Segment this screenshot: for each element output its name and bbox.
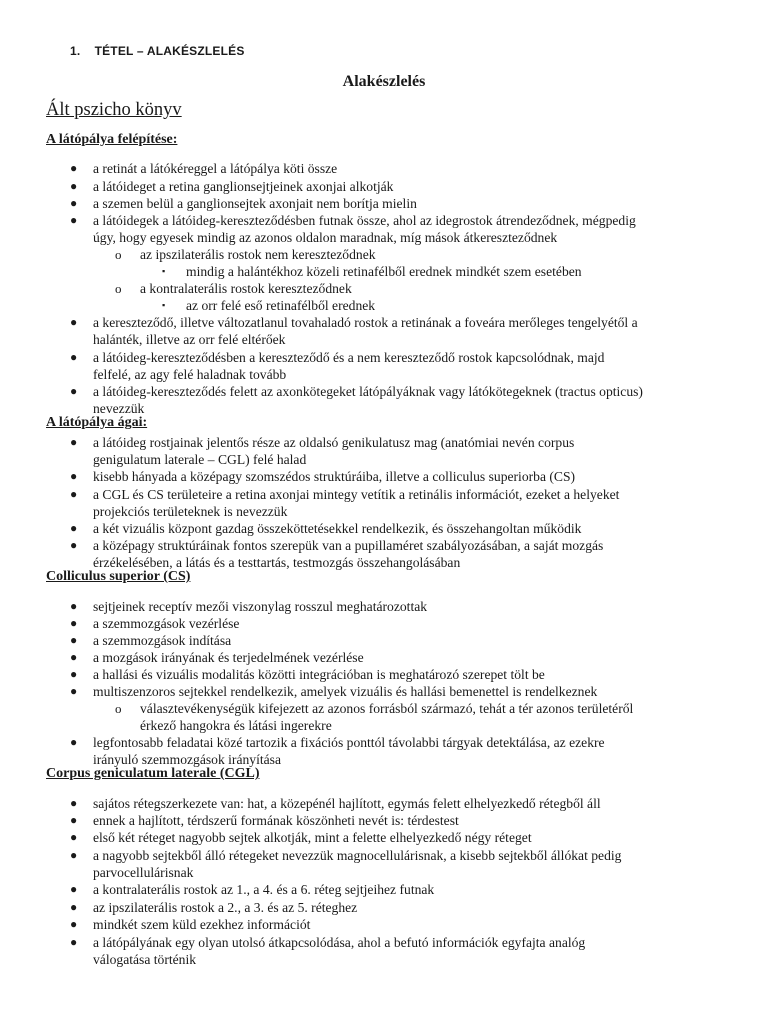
- bullet-glyph: ●: [70, 161, 78, 175]
- sub-sub-list-item: az orr felé eső retinafélből erednek: [186, 298, 376, 313]
- heading-latopalya-felepitese: A látópálya felépítése:: [46, 132, 178, 147]
- bullet-glyph: ●: [70, 384, 78, 398]
- bullet-glyph: ●: [70, 435, 78, 449]
- section-number-topic: TÉTEL – ALAKÉSZLELÉS: [94, 44, 245, 58]
- square-bullet-glyph: ▪: [162, 266, 166, 276]
- list-item: a nagyobb sejtekből álló rétegeket nevezzük magnocellulárisnak, a kisebb sejtekből állókat pedig: [93, 848, 622, 863]
- sub-bullet-glyph: o: [115, 281, 122, 296]
- bullet-glyph: ●: [70, 196, 78, 210]
- bullet-glyph: ●: [70, 796, 78, 810]
- heading-colliculus-superior: Colliculus superior (CS): [46, 569, 191, 584]
- list-item-continuation: parvocellulárisnak: [93, 865, 194, 880]
- bullet-glyph: ●: [70, 684, 78, 698]
- section-number-index: 1.: [70, 44, 81, 58]
- list-item-continuation: érzékelésében, a látás és a testtartás, testmozgás összehangolásában: [93, 555, 461, 570]
- list-item: a retinát a látókéreggel a látópálya köti össze: [93, 161, 338, 176]
- bullet-glyph: ●: [70, 735, 78, 749]
- list-item: a CGL és CS területeire a retina axonjai mintegy vetítik a retinális információt, ezeket a helyeket: [93, 487, 620, 502]
- list-item: legfontosabb feladatai közé tartozik a fixációs ponttól távolabbi tárgyak detektálása, az ezekre: [93, 735, 605, 750]
- list-item: a kontralaterális rostok az 1., a 4. és a 6. réteg sejtjeihez futnak: [93, 882, 435, 897]
- list-item: a szemmozgások vezérlése: [93, 616, 240, 631]
- bullet-glyph: ●: [70, 667, 78, 681]
- sub-bullet-glyph: o: [115, 701, 122, 716]
- list-item-continuation: felfelé, az agy felé haladnak tovább: [93, 367, 287, 382]
- list-item: a kereszteződő, illetve változatlanul tovahaladó rostok a retinának a foveára merőleges tengelyétől a: [93, 315, 638, 330]
- document-title: Alakészlelés: [342, 73, 426, 90]
- list-item: a mozgások irányának és terjedelmének vezérlése: [93, 650, 364, 665]
- bullet-glyph: ●: [70, 213, 78, 227]
- sub-list-item: a kontralaterális rostok kereszteződnek: [140, 281, 352, 296]
- bullet-glyph: ●: [70, 830, 78, 844]
- list-item-continuation: projekciós területeknek is nevezzük: [93, 504, 288, 519]
- list-item-continuation: nevezzük: [93, 401, 145, 416]
- list-item-continuation: válogatása történik: [93, 952, 197, 967]
- list-item: sejtjeinek receptív mezői viszonylag rosszul meghatározottak: [93, 599, 428, 614]
- list-item: a látóideg-kereszteződésben a kereszteződő és a nem kereszteződő rostok kapcsolódnak, majd: [93, 350, 605, 365]
- list-item: a látóidegek a látóideg-kereszteződésben futnak össze, ahol az idegrostok átrendeződnek, mégpedig: [93, 213, 636, 228]
- list-item: a középagy struktúráinak fontos szerepük van a pupillaméret szabályozásában, a saját mozgás: [93, 538, 604, 553]
- sub-bullet-glyph: o: [115, 247, 122, 262]
- list-item: multiszenzoros sejtekkel rendelkezik, amelyek vizuális és hallási bemenettel is rendelkeznek: [93, 684, 598, 699]
- bullet-glyph: ●: [70, 315, 78, 329]
- list-item-continuation: halánték, illetve az orr felé eltérőek: [93, 332, 286, 347]
- list-item: sajátos rétegszerkezete van: hat, a közepénél hajlított, egymás felett elhelyezkedő rétegből áll: [93, 796, 601, 811]
- list-item: a szemen belül a ganglionsejtek axonjait nem borítja mielin: [93, 196, 417, 211]
- bullet-glyph: ●: [70, 848, 78, 862]
- sub-sub-list-item: mindig a halántékhoz közeli retinafélből erednek mindkét szem esetében: [186, 264, 582, 279]
- bullet-glyph: ●: [70, 935, 78, 949]
- list-item: mindkét szem küld ezekhez információt: [93, 917, 311, 932]
- bullet-glyph: ●: [70, 469, 78, 483]
- sub-list-item-continuation: érkező hangokra és látási ingerekre: [140, 718, 332, 733]
- list-item: a hallási és vizuális modalitás közötti integrációban is meghatározó szerepet tölt be: [93, 667, 545, 682]
- sub-list-item: választevékenységük kifejezett az azonos forrásból származó, tehát a tér azonos területéről: [140, 701, 634, 716]
- heading-latopalya-agai: A látópálya ágai:: [46, 415, 148, 430]
- list-item: a látóideg rostjainak jelentős része az oldalsó genikulatusz mag (anatómiai nevén corpus: [93, 435, 575, 450]
- list-item: a látópályának egy olyan utolsó átkapcsolódása, ahol a befutó információk egyfajta analóg: [93, 935, 586, 950]
- bullet-glyph: ●: [70, 599, 78, 613]
- list-item: az ipszilaterális rostok a 2., a 3. és az 5. réteghez: [93, 900, 358, 915]
- bullet-glyph: ●: [70, 487, 78, 501]
- list-item-continuation: úgy, hogy egyesek mindig az azonos oldalon maradnak, míg mások átkereszteződnek: [93, 230, 558, 245]
- bullet-glyph: ●: [70, 900, 78, 914]
- bullet-glyph: ●: [70, 616, 78, 630]
- book-heading: Ált pszicho könyv: [46, 100, 182, 120]
- square-bullet-glyph: ▪: [162, 300, 166, 310]
- bullet-glyph: ●: [70, 521, 78, 535]
- bullet-glyph: ●: [70, 917, 78, 931]
- list-item: ennek a hajlított, térdszerű formának köszönheti nevét is: térdestest: [93, 813, 459, 828]
- sub-list-item: az ipszilaterális rostok nem kereszteződnek: [140, 247, 376, 262]
- list-item-continuation: genigulatum laterale – CGL) felé halad: [93, 452, 307, 467]
- list-item-continuation: irányuló szemmozgások irányítása: [93, 752, 281, 767]
- bullet-glyph: ●: [70, 813, 78, 827]
- list-item: kisebb hányada a középagy szomszédos struktúráiba, illetve a colliculus superiorba (CS): [93, 469, 576, 484]
- bullet-glyph: ●: [70, 538, 78, 552]
- list-item: a szemmozgások indítása: [93, 633, 232, 648]
- section-number: [70, 44, 245, 58]
- heading-corpus-geniculatum: Corpus geniculatum laterale (CGL): [46, 766, 260, 781]
- bullet-glyph: ●: [70, 633, 78, 647]
- bullet-glyph: ●: [70, 350, 78, 364]
- list-item: első két réteget nagyobb sejtek alkotják, mint a felette elhelyezkedő négy réteget: [93, 830, 532, 845]
- list-item: a két vizuális központ gazdag összeköttetésekkel rendelkezik, és összehangoltan működik: [93, 521, 582, 536]
- list-item: a látóideg-kereszteződés felett az axonkötegeket látópályáknak vagy látókötegeknek (tractus opticus): [93, 384, 643, 399]
- list-item: a látóideget a retina ganglionsejtjeinek axonjai alkotják: [93, 179, 394, 194]
- bullet-glyph: ●: [70, 882, 78, 896]
- bullet-glyph: ●: [70, 179, 78, 193]
- bullet-glyph: ●: [70, 650, 78, 664]
